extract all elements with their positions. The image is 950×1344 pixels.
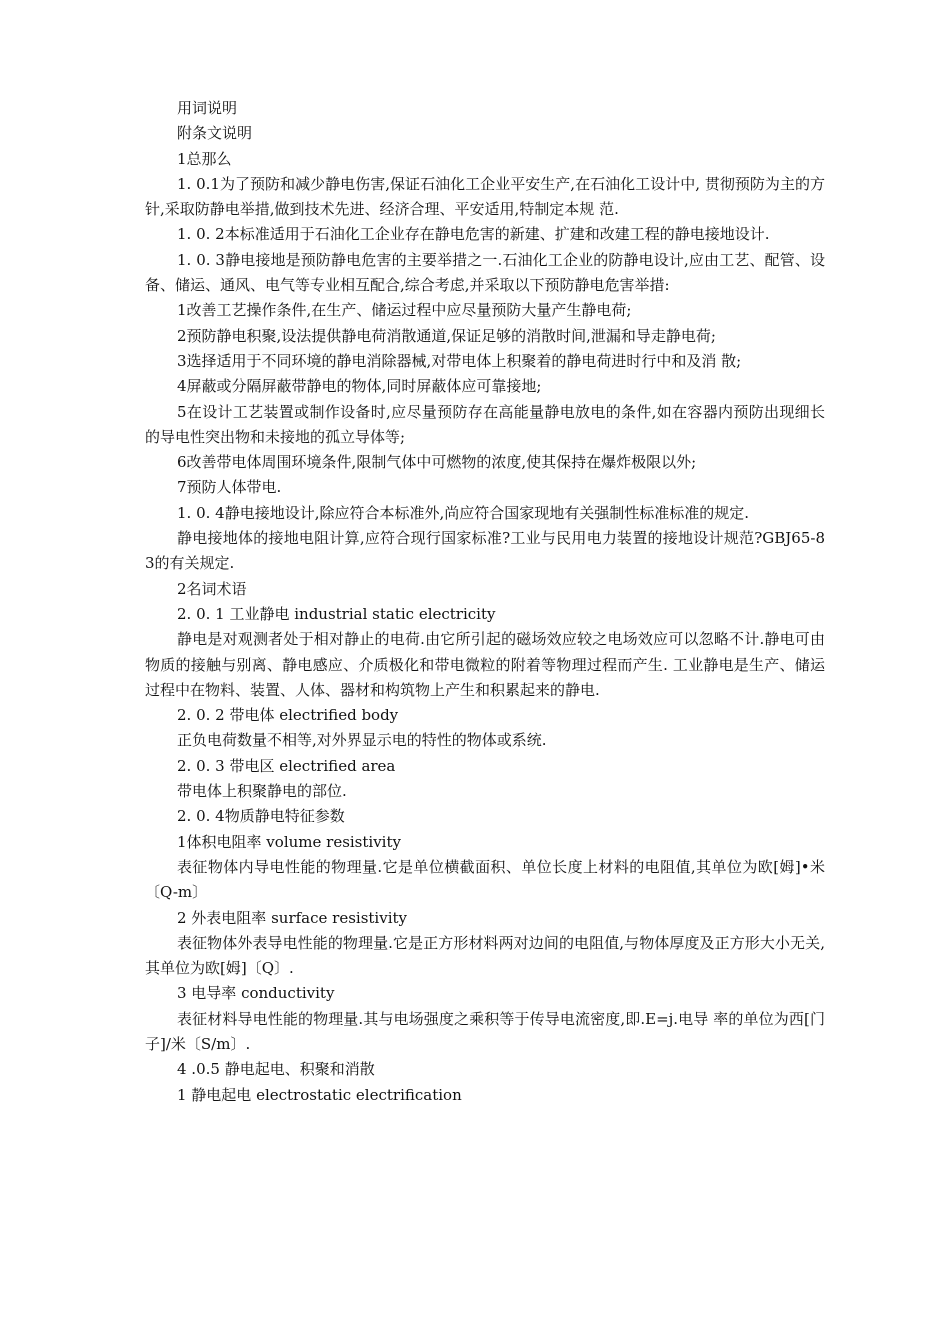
grounding-resistance-note: 静电接地体的接地电阻计算,应符合现行国家标准?工业与民用电力装置的接地设计规范?GBJ65-83的有关规定. [145,529,825,573]
clause-4-0-5: 4 .0.5 静电起电、积聚和消散 [177,1060,375,1079]
definition-volume-resistivity: 表征物体内导电性能的物理量.它是单位横截面积、单位长度上材料的电阻值,其单位为欧[姆]•米〔Q-m〕 [145,857,825,902]
measure-item-2: 2预防静电积聚,设法提供静电荷消散通道,保证足够的消散时间,泄漏和导走静电荷; [177,326,716,345]
term-surface-resistivity: 2 外表电阻率 surface resistivity [177,908,407,927]
heading-terms-explanation: 用词说明 [177,99,238,117]
definition-electrified-area: 带电体上积聚静电的部位. [177,782,347,801]
clause-2-0-4: 2. 0. 4物质静电特征参数 [177,807,345,826]
definition-static-electricity: 静电是对观测者处于相对静止的电荷.由它所引起的磁场效应较之电场效应可以忽略不计.静电可由物质的接触与别离、静电感应、介质极化和带电微粒的附着等物理过程而产生. 工业静电是生产、储运过程中在物料、装置、人体、器材和构筑物上产生和积累起来的静电. [145,630,825,699]
measure-item-5: 5在设计工艺装置或制作设备时,应尽量预防存在高能量静电放电的条件,如在容器内预防出现细长的导电性突出物和未接地的孤立导体等; [145,402,825,446]
term-electrostatic-electrification: 1 静电起电 electrostatic electrification [177,1085,462,1104]
section-2-heading: 2名词术语 [177,579,247,598]
term-volume-resistivity: 1体积电阻率 volume resistivity [177,832,401,851]
heading-appendix-explanation: 附条文说明 [177,124,253,143]
measure-item-3: 3选择适用于不同环境的静电消除器械,对带电体上积聚着的静电荷进时行中和及消 散; [177,351,742,370]
definition-conductivity: 表征材料导电性能的物理量.其与电场强度之乘积等于传导电流密度,即.E=j.电导 率的单位为西[门子]/米〔S/m〕. [145,1009,825,1053]
section-1-heading: 1总那么 [177,149,232,168]
clause-1-0-3: 1. 0. 3静电接地是预防静电危害的主要举措之一.石油化工企业的防静电设计,应由工艺、配管、设备、储运、通风、电气等专业相互配合,综合考虑,并采取以下预防静电危害举措: [145,250,825,295]
measure-item-6: 6改善带电体周围环境条件,限制气体中可燃物的浓度,使其保持在爆炸极限以外; [177,453,697,472]
clause-1-0-1: 1. 0.1为了预防和减少静电伤害,保证石油化工企业平安生产,在石油化工设计中, 贯彻预防为主的方针,采取防静电举措,做到技术先进、经济合理、平安适用,特制定本规 范. [145,174,825,219]
clause-2-0-2: 2. 0. 2 带电体 electrified body [177,706,399,725]
clause-1-0-4: 1. 0. 4静电接地设计,除应符合本标准外,尚应符合国家现地有关强制性标准标准的规定. [177,503,750,522]
clause-2-0-1: 2. 0. 1 工业静电 industrial static electricity [177,604,496,623]
measure-item-1: 1改善工艺操作条件,在生产、储运过程中应尽量预防大量产生静电荷; [177,301,632,320]
term-conductivity: 3 电导率 conductivity [177,984,335,1003]
measure-item-7: 7预防人体带电. [177,478,282,497]
document-body [145,96,825,1108]
clause-1-0-2: 1. 0. 2本标准适用于石油化工企业存在静电危害的新建、扩建和改建工程的静电接地设计. [177,225,770,244]
clause-2-0-3: 2. 0. 3 带电区 electrified area [177,756,396,775]
measure-item-4: 4屏蔽或分隔屏蔽带静电的物体,同时屏蔽体应可靠接地; [177,377,542,396]
definition-electrified-body: 正负电荷数量不相等,对外界显示电的特性的物体或系统. [177,731,547,750]
definition-surface-resistivity: 表征物体外表导电性能的物理量.它是正方形材料两对边间的电阻值,与物体厚度及正方形大小无关,其单位为欧[姆]〔Q〕. [145,933,825,978]
